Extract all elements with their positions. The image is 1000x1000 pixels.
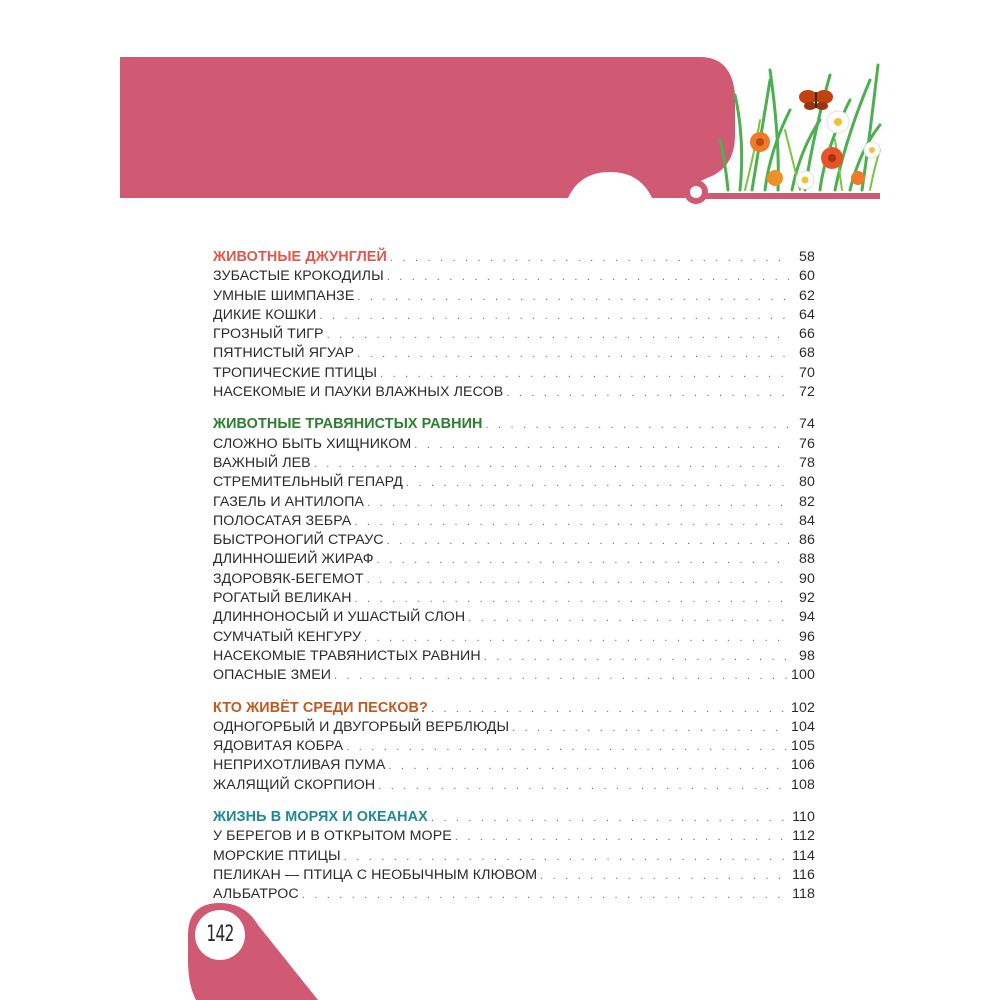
entry-title: ДЛИННОШЕИЙ ЖИРАФ xyxy=(213,551,374,568)
entry-title: ОПАСНЫЕ ЗМЕИ xyxy=(213,667,332,684)
page-ref: 105 xyxy=(791,738,815,755)
page-ref: 72 xyxy=(799,384,815,401)
dot-leader xyxy=(302,886,788,905)
page-ref: 68 xyxy=(799,345,815,362)
entry-title: НАСЕКОМЫЕ ТРАВЯНИСТЫХ РАВНИН xyxy=(213,647,481,664)
entry-title: ЗДОРОВЯК-БЕГЕМОТ xyxy=(213,570,364,587)
dot-leader xyxy=(319,307,789,326)
section-title: ЖИЗНЬ В МОРЯХ И ОКЕАНАХ xyxy=(213,809,428,826)
page-ref: 60 xyxy=(799,268,815,285)
dot-leader xyxy=(334,667,787,686)
dot-leader xyxy=(357,345,789,364)
entry-title: ВАЖНЫЙ ЛЕВ xyxy=(213,454,311,471)
toc-entry xyxy=(213,287,815,306)
section-title: ЖИВОТНЫЕ ТРАВЯНИСТЫХ РАВНИН xyxy=(213,416,483,433)
entry-title: ЗУБАСТЫЕ КРОКОДИЛЫ xyxy=(213,268,384,285)
dot-leader xyxy=(346,738,787,757)
toc-entry xyxy=(213,756,815,775)
toc-entry xyxy=(213,364,815,383)
dot-leader xyxy=(387,532,789,551)
section-title: ЖИВОТНЫЕ ДЖУНГЛЕЙ xyxy=(213,249,387,265)
dot-leader xyxy=(468,609,789,628)
dot-leader xyxy=(344,848,788,867)
table-of-contents xyxy=(213,248,815,918)
banner-underline xyxy=(705,193,880,199)
entry-title: ГРОЗНЫЙ ТИГР xyxy=(213,326,324,343)
toc-entry xyxy=(213,647,815,666)
page-number: 142 xyxy=(206,922,234,947)
page-ref: 90 xyxy=(799,570,815,587)
page-ref: 92 xyxy=(799,590,815,607)
dot-leader xyxy=(512,719,787,738)
dot-leader xyxy=(354,513,789,532)
toc-section-heading xyxy=(213,415,815,434)
dot-leader xyxy=(431,809,788,828)
entry-title: ОДНОГОРБЫЙ И ДВУГОРБЫЙ ВЕРБЛЮДЫ xyxy=(213,718,510,735)
dot-leader xyxy=(431,700,787,719)
page-ref: 86 xyxy=(799,532,815,549)
page-ref: 58 xyxy=(799,249,815,265)
dot-leader xyxy=(355,590,789,609)
page-ref: 94 xyxy=(799,609,815,626)
page-ref: 80 xyxy=(799,474,815,491)
page-ref: 114 xyxy=(792,847,815,864)
entry-title: СЛОЖНО БЫТЬ ХИЩНИКОМ xyxy=(213,435,412,452)
toc-entry xyxy=(213,383,815,402)
entry-title: ДИКИЕ КОШКИ xyxy=(213,306,317,323)
dot-leader xyxy=(357,288,789,307)
page-ref: 100 xyxy=(791,667,815,684)
page-ref: 118 xyxy=(792,886,815,903)
toc-entry xyxy=(213,493,815,512)
page-ref: 66 xyxy=(799,326,815,343)
dot-leader xyxy=(327,326,789,345)
dot-leader xyxy=(367,571,789,590)
page-ref: 106 xyxy=(791,757,815,774)
toc-entry xyxy=(213,306,815,325)
dot-leader xyxy=(367,494,789,513)
dot-leader xyxy=(388,757,787,776)
page-ref: 110 xyxy=(792,809,815,826)
page-ref: 98 xyxy=(799,647,815,664)
entry-title: НЕПРИХОТЛИВАЯ ПУМА xyxy=(213,757,386,774)
toc-entry xyxy=(213,866,815,885)
entry-title: ГАЗЕЛЬ И АНТИЛОПА xyxy=(213,493,365,510)
page-ref: 102 xyxy=(791,699,815,716)
page-ref: 78 xyxy=(799,454,815,471)
entry-title: УМНЫЕ ШИМПАНЗЕ xyxy=(213,287,355,304)
toc-entry xyxy=(213,827,815,846)
toc-entry xyxy=(213,718,815,737)
entry-title: ЯДОВИТАЯ КОБРА xyxy=(213,738,344,755)
toc-section xyxy=(213,415,815,685)
page-ref: 116 xyxy=(792,866,815,883)
header-banner xyxy=(120,57,735,198)
toc-section-heading xyxy=(213,699,815,718)
entry-title: СТРЕМИТЕЛЬНЫЙ ГЕПАРД xyxy=(213,474,404,491)
toc-entry xyxy=(213,531,815,550)
toc-entry xyxy=(213,666,815,685)
entry-title: БЫСТРОНОГИЙ СТРАУС xyxy=(213,532,384,549)
dot-leader xyxy=(414,436,789,455)
entry-title: РОГАТЫЙ ВЕЛИКАН xyxy=(213,590,352,607)
toc-entry xyxy=(213,435,815,454)
toc-entry xyxy=(213,776,815,795)
toc-entry xyxy=(213,589,815,608)
entry-title: ПЯТНИСТЫЙ ЯГУАР xyxy=(213,345,355,362)
butterfly-icon xyxy=(799,90,833,110)
dot-leader xyxy=(377,551,789,570)
dot-leader xyxy=(390,249,789,268)
toc-entry xyxy=(213,885,815,904)
toc-section-heading xyxy=(213,808,815,827)
toc-entry xyxy=(213,473,815,492)
toc-entry xyxy=(213,608,815,627)
page-ref: 108 xyxy=(791,776,815,793)
page-ref: 76 xyxy=(799,435,815,452)
grass-icon xyxy=(720,65,880,190)
toc-section xyxy=(213,699,815,795)
entry-title: ПОЛОСАТАЯ ЗЕБРА xyxy=(213,512,352,529)
entry-title: ДЛИННОНОСЫЙ И УШАСТЫЙ СЛОН xyxy=(213,609,466,626)
page-ref: 84 xyxy=(799,512,815,529)
entry-title: ТРОПИЧЕСКИЕ ПТИЦЫ xyxy=(213,364,378,381)
section-title: КТО ЖИВЁТ СРЕДИ ПЕСКОВ? xyxy=(213,699,428,716)
entry-title: АЛЬБАТРОС xyxy=(213,886,299,903)
page-ref: 96 xyxy=(799,628,815,645)
toc-entry xyxy=(213,454,815,473)
dot-leader xyxy=(364,629,789,648)
dot-leader xyxy=(380,365,789,384)
dot-leader xyxy=(540,867,788,886)
dot-leader xyxy=(486,416,789,435)
toc-entry xyxy=(213,570,815,589)
page-ref: 88 xyxy=(799,551,815,568)
dot-leader xyxy=(506,384,789,403)
dot-leader xyxy=(484,648,789,667)
entry-title: НАСЕКОМЫЕ И ПАУКИ ВЛАЖНЫХ ЛЕСОВ xyxy=(213,384,504,401)
page-ref: 82 xyxy=(799,493,815,510)
dot-leader xyxy=(387,268,789,287)
dot-leader xyxy=(406,474,789,493)
toc-entry xyxy=(213,628,815,647)
toc-entry xyxy=(213,267,815,286)
toc-entry xyxy=(213,550,815,569)
toc-section xyxy=(213,248,815,402)
page-ref: 62 xyxy=(799,287,815,304)
entry-title: У БЕРЕГОВ И В ОТКРЫТОМ МОРЕ xyxy=(213,828,452,845)
meadow-illustration xyxy=(720,65,880,190)
page-ref: 112 xyxy=(792,828,815,845)
entry-title: МОРСКИЕ ПТИЦЫ xyxy=(213,847,341,864)
entry-title: СУМЧАТЫЙ КЕНГУРУ xyxy=(213,628,362,645)
page-ref: 64 xyxy=(799,306,815,323)
toc-entry xyxy=(213,847,815,866)
toc-section xyxy=(213,808,815,904)
entry-title: ЖАЛЯЩИЙ СКОРПИОН xyxy=(213,776,376,793)
toc-entry xyxy=(213,325,815,344)
dot-leader xyxy=(314,455,789,474)
toc-section-heading xyxy=(213,248,815,267)
toc-entry xyxy=(213,512,815,531)
entry-title: ПЕЛИКАН — ПТИЦА С НЕОБЫЧНЫМ КЛЮВОМ xyxy=(213,866,538,883)
dot-leader xyxy=(378,777,787,796)
page-ref: 74 xyxy=(799,416,815,433)
toc-entry xyxy=(213,344,815,363)
page-ref: 104 xyxy=(791,718,815,735)
page-ref: 70 xyxy=(799,364,815,381)
toc-entry xyxy=(213,737,815,756)
dot-leader xyxy=(455,828,788,847)
